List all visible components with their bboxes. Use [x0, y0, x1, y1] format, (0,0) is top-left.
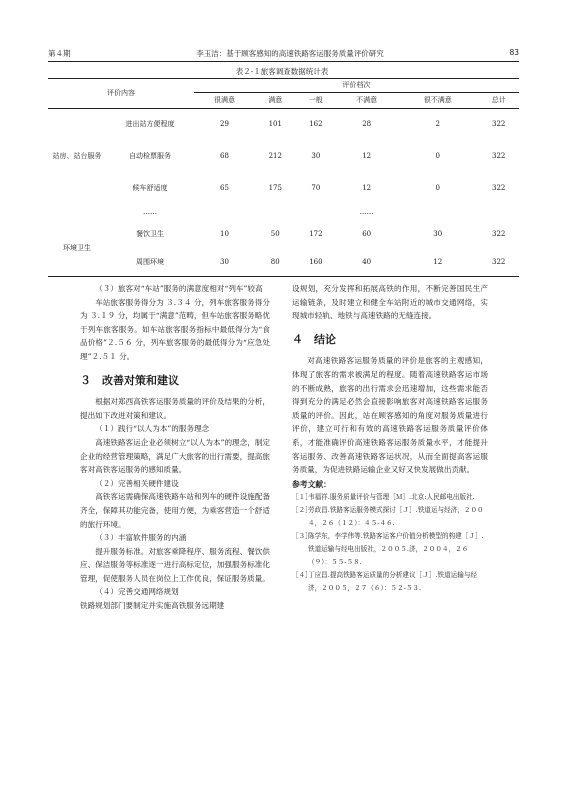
- subheading: （１）践行“以人为本”的服务理念: [95, 424, 210, 434]
- grade-header: 很满意: [213, 96, 235, 105]
- cell: 60: [362, 230, 372, 239]
- page-number: 83: [509, 48, 519, 57]
- paragraph: 对高速铁路客运服务质量的评价是旅客的主观感知，体现了旅客的需求被满足的程度。随着高速铁路客运市场的不断成熟，旅客的出行需求会迅速增加，这些需求能否得到充分的满足必然会直接影响旅客对高速铁路客运服务质量的评价。因此，站在顾客感知的角度对服务质量进行评价，建立可行和有效的高速铁路客运服务质量评价体系，才能准确评价高速铁路客运服务质量水平，才能提升客运服务、改善高速铁路客运状况，从而全面提高客运服务质量，为促进铁路运输企业又好又快发展做出贡献。: [292, 356, 488, 475]
- group-label: 站房、站台服务: [52, 152, 102, 161]
- row-item: 自动检票服务: [129, 152, 171, 161]
- section-title: 结论: [314, 332, 336, 346]
- row-item: 餐饮卫生: [136, 230, 164, 239]
- grade-header: 一般: [308, 96, 323, 105]
- section-number: ３: [80, 373, 91, 387]
- cell: 12: [433, 257, 443, 266]
- section-title: 改善对策和建议: [102, 373, 179, 387]
- ref-text: 陈学东，李学伟等.铁路客运客户价值分析模型的构建［Ｊ］.铁道运输与经电出版社，２００５.济，２００４，２６（９）：５５-５８.: [308, 532, 484, 567]
- subheading: （２）完善相关硬件建设: [95, 478, 179, 488]
- reference-item: [292, 491, 488, 504]
- running-header: [48, 48, 519, 62]
- cell: 322: [492, 230, 506, 239]
- grade-header: 满意: [268, 96, 283, 105]
- cell: 65: [220, 184, 229, 193]
- ref-text: 丁应昌.提高铁路客运质量的分析建议［Ｊ］.铁道运输与经济，２００５，２７（６）：５２-５３.: [308, 571, 478, 593]
- subheading: （４）完善交通网络规划: [95, 587, 179, 597]
- cell: 30: [311, 152, 321, 161]
- cell: 322: [492, 184, 506, 193]
- group-label: 环境卫生: [63, 243, 91, 252]
- reference-item: [292, 530, 488, 569]
- cell: 68: [220, 152, 229, 161]
- row-item: 候车舒适度: [132, 184, 168, 193]
- ellipsis: ……: [143, 208, 157, 217]
- table-caption: 表２-１旅客调查数据统计表: [235, 67, 329, 76]
- table-row: [48, 249, 519, 277]
- subheading: （３）丰富软件服务的内涵: [95, 533, 187, 543]
- cell: 0: [435, 184, 440, 193]
- paragraph: 设规划，充分发挥和拓展高铁的作用，不断完善国民生产运输链条，及时建立和健全车站附近的城市交通网络，实现城市轻轨、地铁与高速铁路的无缝连接。: [292, 284, 488, 321]
- row-item: 进出站方便程度: [125, 120, 175, 129]
- cell: 10: [220, 230, 229, 239]
- cell: 2: [435, 120, 440, 129]
- cell: 12: [362, 184, 372, 193]
- table-row: [48, 141, 519, 173]
- ellipsis-row: [48, 205, 519, 221]
- cell: 40: [362, 257, 372, 266]
- ref-number: ［４］: [292, 571, 312, 580]
- paragraph: 提升服务标准。对旅客乘降程序、服务流程、餐饮供应、保洁服务等标准逐一进行高标定位，加强服务标准化管理，促使服务人员在岗位上工作优良，保证服务质量。: [80, 546, 270, 583]
- cell: 50: [270, 230, 280, 239]
- paragraph: （３）旅客对“车站”服务的满意度相对“列车”较高: [95, 284, 263, 293]
- cell: 12: [362, 152, 372, 161]
- cell: 322: [492, 120, 506, 129]
- cell: 160: [309, 257, 323, 266]
- survey-table: [48, 78, 519, 277]
- cell: 212: [268, 152, 282, 161]
- cell: 322: [492, 152, 506, 161]
- grade-header: 很不满意: [423, 96, 452, 105]
- issue-number: 第４期: [48, 49, 71, 58]
- cell: 172: [309, 230, 323, 239]
- grade-header: 总计: [491, 96, 506, 105]
- ellipsis: ……: [359, 208, 374, 217]
- cell: 101: [268, 120, 282, 129]
- paragraph: 根据对郑西高铁客运服务质量的评价及结果的分析，提出如下改进对策和建议。: [80, 397, 270, 420]
- section-heading: [292, 333, 488, 347]
- cell: 30: [433, 230, 443, 239]
- cell: 322: [492, 257, 506, 266]
- left-column: [80, 282, 270, 613]
- cell: 80: [270, 257, 280, 266]
- row-item: 周围环境: [136, 257, 164, 266]
- cell: 28: [362, 120, 372, 129]
- paragraph: 铁路规划部门要制定并实施高铁服务远期建: [80, 601, 225, 611]
- paragraph: 车站旅客服务得分为 ３.３４ 分，列车旅客服务得分为 ３.１９ 分，均属于“满意”范畴，但车站旅客服务略优于列车旅客服务。如车站旅客服务指标中最低得分为“食品价格”２.５６ 分，列车旅客服务的最低得分为“应急处理”２.５１ 分。: [80, 297, 270, 361]
- header-eval-grade: 评价档次: [194, 79, 519, 93]
- table-row: [48, 221, 519, 249]
- cell: 30: [220, 257, 229, 266]
- section-heading: [80, 374, 270, 388]
- references-title: 参考文献：: [292, 479, 331, 489]
- paragraph: 高铁客运需确保高速铁路车站和列车的硬件设施配备齐全，保障其功能完备，使用方便，为乘客营造一个舒适的旅行环境。: [80, 492, 270, 529]
- reference-item: [292, 569, 488, 595]
- running-title: 李玉洁：基于顾客感知的高速铁路客运服务质量评价研究: [196, 49, 384, 58]
- ref-number: ［２］: [292, 506, 312, 515]
- ref-number: ［３］: [292, 532, 312, 541]
- cell: 29: [220, 120, 229, 129]
- table-row: [48, 173, 519, 205]
- ref-number: ［１］: [292, 493, 312, 502]
- cell: 70: [311, 184, 321, 193]
- section-number: ４: [292, 332, 303, 346]
- header-eval-content: 评价内容: [48, 79, 194, 109]
- ref-text: 劳政昌.铁路客运服务模式探讨［Ｊ］.铁道运与经济，２００４，２６（１２）：４５-４６.: [308, 506, 484, 528]
- cell: 175: [268, 184, 282, 193]
- grade-header: 不满意: [356, 96, 378, 105]
- ref-text: 韦福祥.服务质量评价与管理［Ｍ］.北京:人民邮电出版社.: [308, 493, 475, 502]
- reference-item: [292, 504, 488, 530]
- table-row: [48, 109, 519, 141]
- paragraph: 高速铁路客运企业必须树立“以人为本”的理念，制定企业的经营管理策略，满足广大旅客的出行需要，提高旅客对高铁客运服务的感知质量。: [80, 437, 271, 475]
- cell: 0: [435, 152, 440, 161]
- right-column: [292, 282, 488, 595]
- cell: 162: [309, 120, 323, 129]
